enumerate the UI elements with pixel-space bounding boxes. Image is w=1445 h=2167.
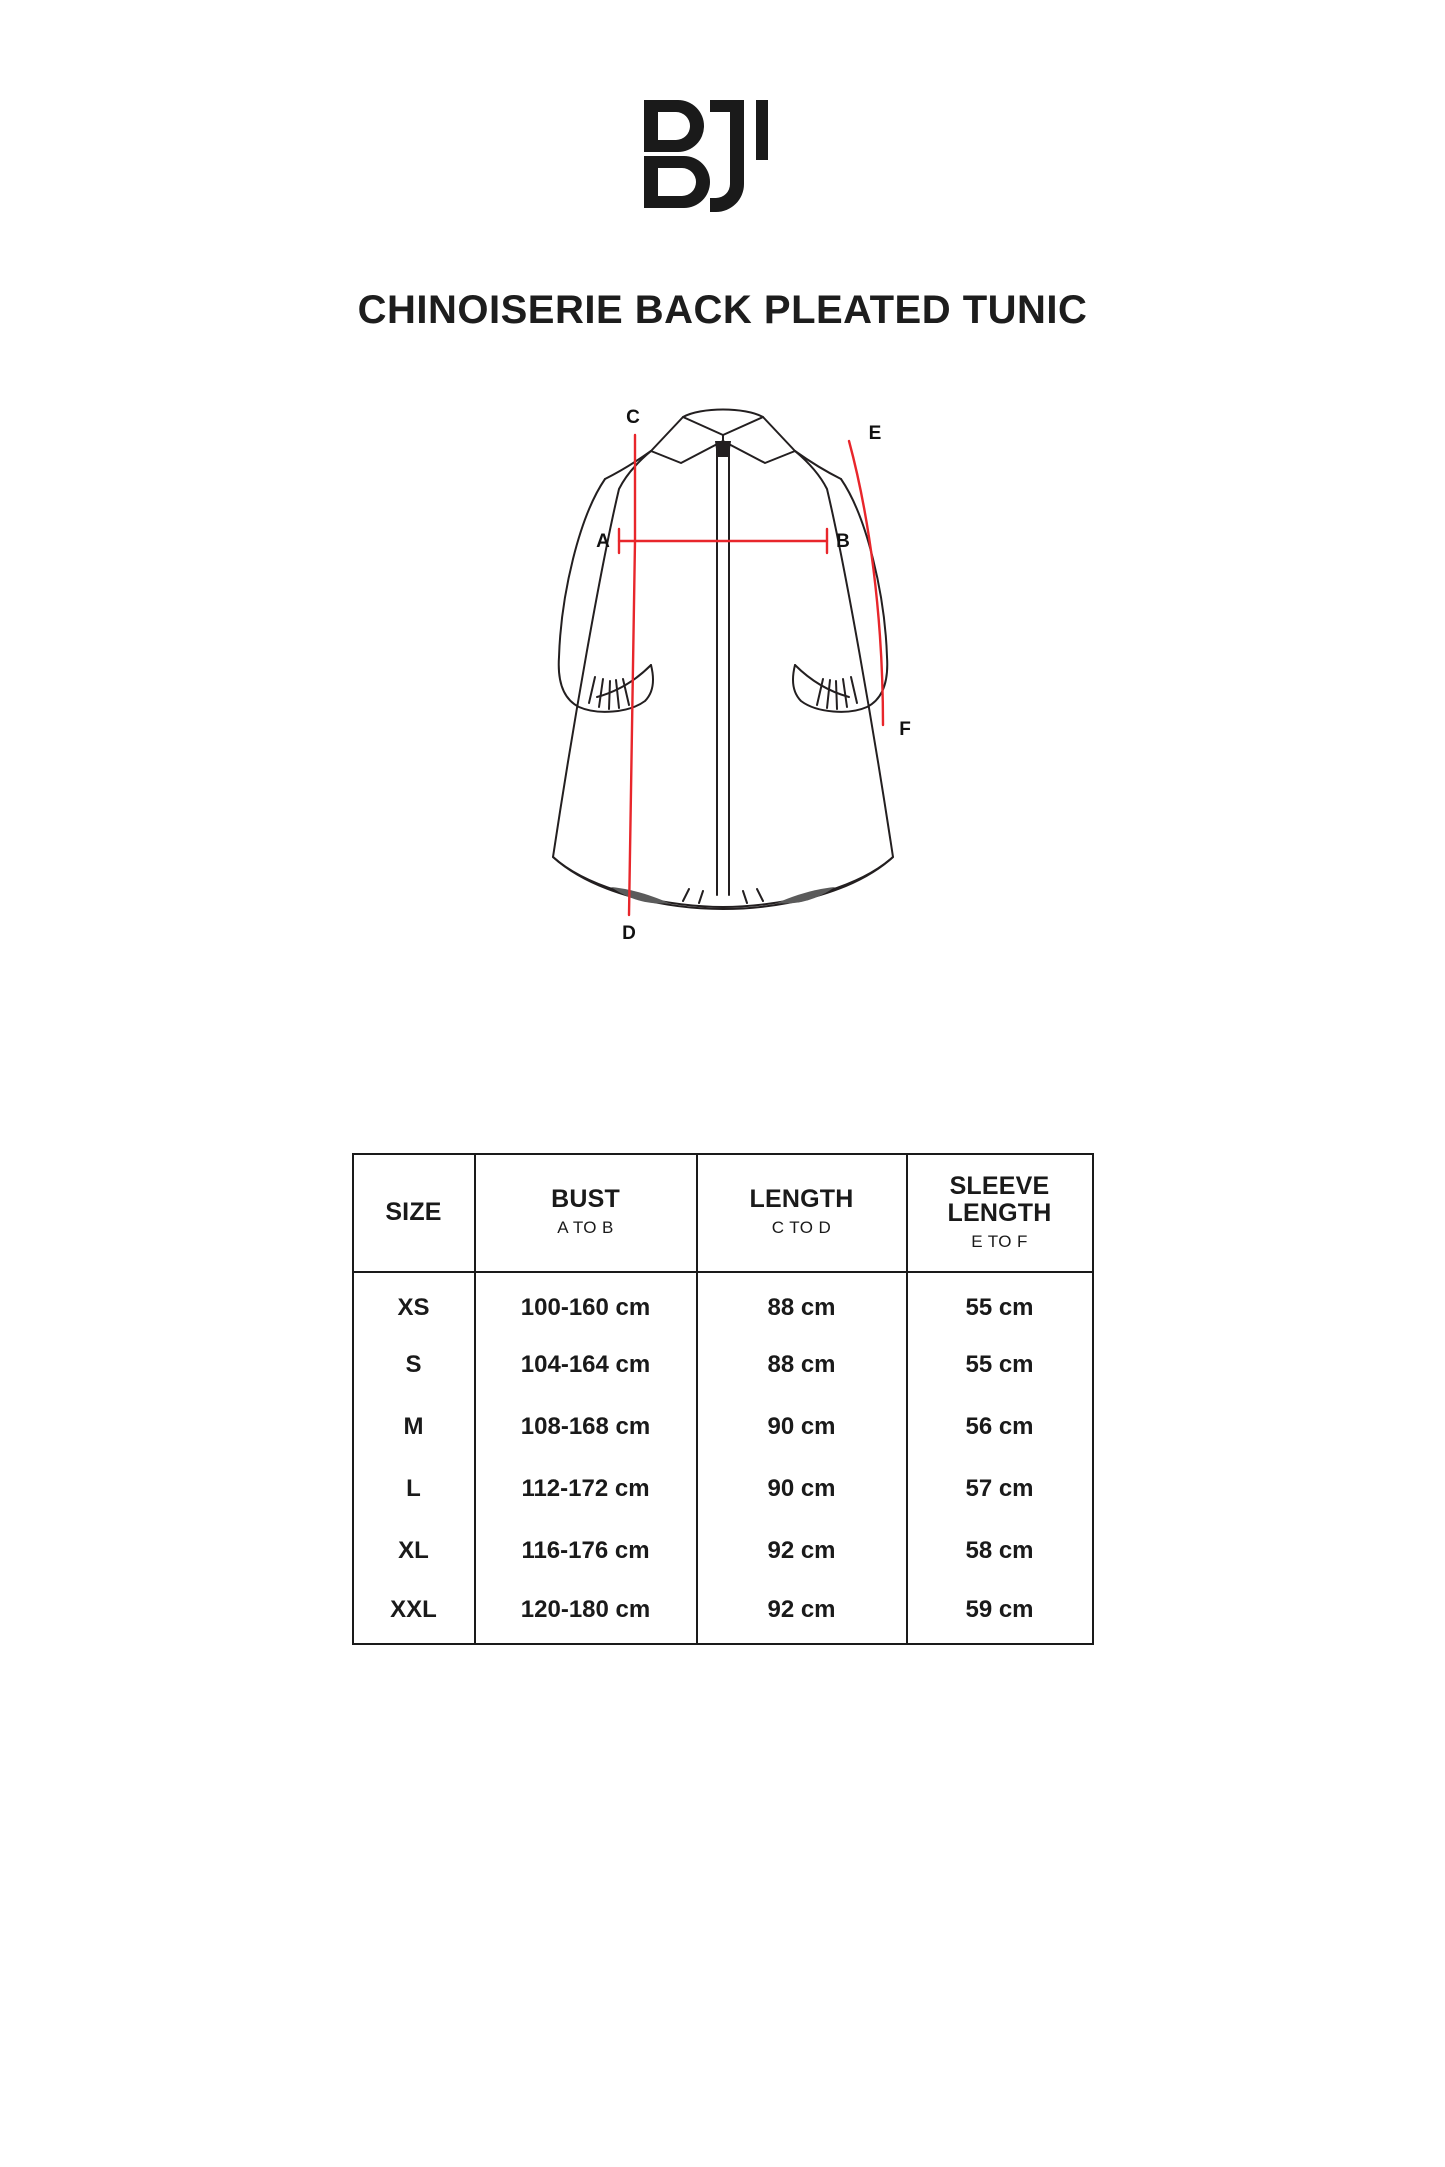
cell-size: XXL bbox=[353, 1582, 475, 1644]
cell-bust: 100-160 cm bbox=[475, 1272, 697, 1334]
column-header-sleeve bbox=[907, 1154, 1093, 1272]
cell-sleeve: 55 cm bbox=[907, 1272, 1093, 1334]
marker-f-label: F bbox=[898, 719, 911, 740]
cell-length: 88 cm bbox=[697, 1272, 907, 1334]
marker-d-label: D bbox=[621, 923, 636, 944]
cell-bust: 116-176 cm bbox=[475, 1520, 697, 1582]
table-row bbox=[353, 1272, 1093, 1334]
column-header-length bbox=[697, 1154, 907, 1272]
tunic-technical-drawing bbox=[383, 395, 1063, 1035]
column-header-size-title: SIZE bbox=[385, 1197, 442, 1226]
cell-size: XS bbox=[353, 1272, 475, 1334]
cell-bust: 120-180 cm bbox=[475, 1582, 697, 1644]
cell-sleeve: 55 cm bbox=[907, 1334, 1093, 1396]
marker-c-label: C bbox=[625, 407, 640, 428]
column-header-length-sub: C TO D bbox=[771, 1218, 832, 1237]
column-header-bust-sub: A TO B bbox=[557, 1218, 614, 1237]
cell-length: 88 cm bbox=[697, 1334, 907, 1396]
page-title: CHINOISERIE BACK PLEATED TUNIC bbox=[357, 288, 1088, 332]
column-header-sleeve-title: SLEEVE LENGTH bbox=[947, 1171, 1052, 1227]
cell-length: 90 cm bbox=[697, 1396, 907, 1458]
cell-length: 90 cm bbox=[697, 1458, 907, 1520]
marker-b-label: B bbox=[835, 531, 850, 552]
table-row bbox=[353, 1520, 1093, 1582]
column-header-bust bbox=[475, 1154, 697, 1272]
cell-bust: 108-168 cm bbox=[475, 1396, 697, 1458]
table-row bbox=[353, 1458, 1093, 1520]
table-header-row bbox=[353, 1154, 1093, 1272]
marker-a-label: A bbox=[595, 531, 610, 552]
cell-sleeve: 58 cm bbox=[907, 1520, 1093, 1582]
column-header-length-title: LENGTH bbox=[749, 1185, 854, 1213]
cell-bust: 104-164 cm bbox=[475, 1334, 697, 1396]
table-row bbox=[353, 1396, 1093, 1458]
column-header-bust-title: BUST bbox=[551, 1185, 620, 1213]
cell-size: M bbox=[353, 1396, 475, 1458]
cell-length: 92 cm bbox=[697, 1520, 907, 1582]
cell-sleeve: 57 cm bbox=[907, 1458, 1093, 1520]
cell-sleeve: 59 cm bbox=[907, 1582, 1093, 1644]
table-row bbox=[353, 1334, 1093, 1396]
table-row bbox=[353, 1582, 1093, 1644]
brand-logo bbox=[638, 96, 808, 212]
cell-size: L bbox=[353, 1458, 475, 1520]
table-body bbox=[353, 1272, 1093, 1644]
cell-bust: 112-172 cm bbox=[475, 1458, 697, 1520]
size-table-container bbox=[352, 1153, 1094, 1645]
cell-sleeve: 56 cm bbox=[907, 1396, 1093, 1458]
cell-size: XL bbox=[353, 1520, 475, 1582]
table-header bbox=[353, 1154, 1093, 1272]
size-chart-table bbox=[352, 1153, 1094, 1645]
column-header-sleeve-sub: E TO F bbox=[971, 1231, 1028, 1251]
column-header-size bbox=[353, 1154, 475, 1272]
cell-size: S bbox=[353, 1334, 475, 1396]
marker-e-label: E bbox=[868, 423, 881, 444]
cell-length: 92 cm bbox=[697, 1582, 907, 1644]
